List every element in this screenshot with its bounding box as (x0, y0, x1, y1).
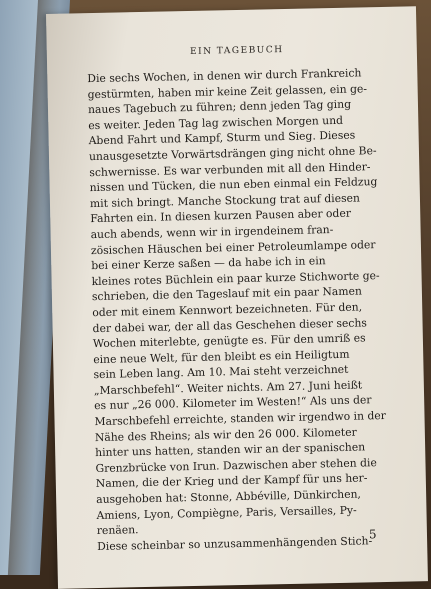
body-line: unausgesetzte Vorwärtsdrängen ging nicht ohne Be- (88, 144, 377, 164)
body-line: es weiter. Jeden Tag lag zwischen Morgen und (88, 113, 344, 132)
book-page (46, 6, 428, 589)
body-line: Nähe des Rheins; als wir den 26 000. Kilometer (94, 425, 357, 444)
body-line: kleines rotes Büchlein ein paar kurze Stichworte ge- (91, 268, 380, 288)
body-line: nissen und Tücken, die nun eben einmal ein Feldzug (89, 175, 378, 195)
body-line: sein Leben lang. Am 10. Mai steht verzeichnet (93, 363, 349, 382)
body-line: „Marschbefehl“. Weiter nichts. Am 27. Juni heißt (93, 378, 363, 397)
page-content (87, 43, 398, 555)
page-number: 5 (368, 527, 377, 542)
body-line: Wochen miterlebte, genügte es. Für den umriß es (92, 331, 366, 351)
running-head: EIN TAGEBUCH (189, 45, 284, 57)
body-line: zösischen Häuschen bei einer Petroleumlampe oder (90, 237, 376, 257)
body-line: es nur „26 000. Kilometer im Westen!“ Als uns der (94, 393, 372, 413)
body-line: Marschbefehl erreichte, standen wir irgendwo in der (94, 409, 386, 429)
body-line: naues Tagebuch zu führen; denn jeden Tag ging (87, 97, 352, 117)
body-line: bei einer Kerze saßen — da habe ich in ein (91, 254, 326, 273)
body-line: Diese scheinbar so unzusammenhängenden Stich- (97, 534, 373, 553)
body-line: renäen. (96, 523, 139, 538)
body-line: Amiens, Lyon, Compiègne, Paris, Versailles, Py- (96, 503, 357, 522)
body-line: oder mit einem Kennwort bezeichneten. Für den, (92, 300, 363, 320)
body-line: mit sich bringt. Manche Stockung trat auf diesen (89, 191, 361, 210)
body-line: gestürmten, haben mir keine Zeit gelassen, ein ge- (87, 81, 368, 101)
body-line: Abend Fahrt und Kampf, Sturm und Sieg. Dieses (88, 128, 356, 148)
body-line: eine neue Welt, für den bleibt es ein Heiligtum (93, 347, 350, 366)
body-line: Die sechs Wochen, in denen wir durch Frankreich (87, 66, 362, 86)
body-text (87, 65, 397, 555)
body-line: hinter uns hatten, standen wir an der spanischen (95, 440, 366, 460)
body-line: Grenzbrücke von Irun. Dazwischen aber stehen die (95, 456, 377, 475)
body-line: schwernisse. Es war verbunden mit all den Hinder- (89, 159, 371, 179)
body-line: auch abends, wenn wir in irgendeinem fran- (90, 222, 334, 242)
body-line: der dabei war, der all das Geschehen dieser sechs (92, 315, 368, 335)
body-line: Namen, die der Krieg und der Kampf für uns her- (95, 471, 368, 491)
body-line: Fahrten ein. In diesen kurzen Pausen aber oder (90, 207, 352, 226)
body-line: schrieben, die den Tageslauf mit ein paar Namen (91, 284, 363, 304)
body-line: ausgehoben hat: Stonne, Abbéville, Dünkirchen, (96, 487, 362, 507)
